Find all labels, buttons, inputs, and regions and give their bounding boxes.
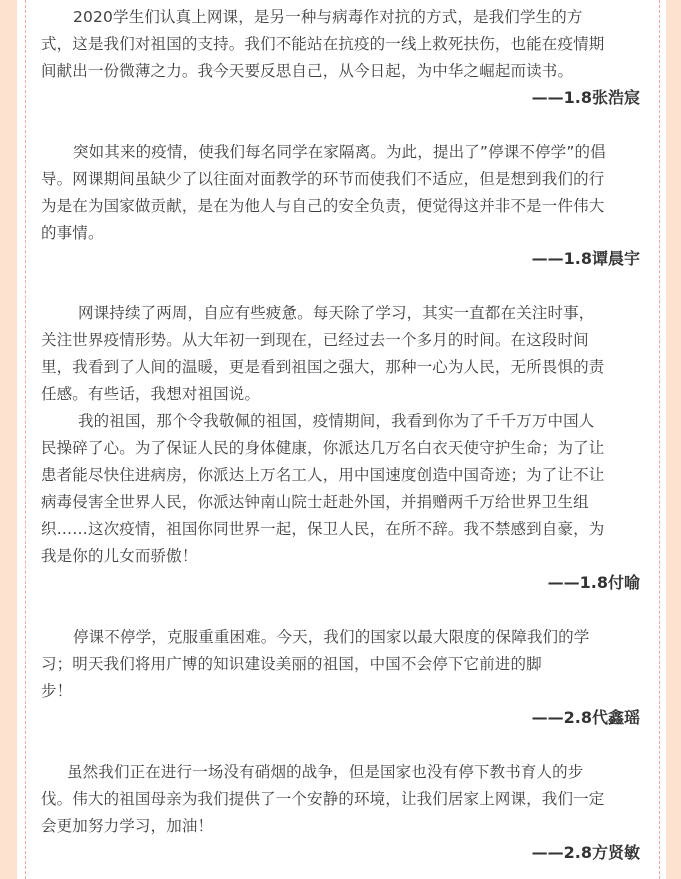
paragraph-line: 关注世界疫情形势。从大年初一到现在，已经过去一个多月的时间。在这段时间	[41, 331, 589, 349]
left-dashed-border	[25, 0, 26, 879]
author-signature: ——1.8谭晨宇	[531, 249, 640, 268]
author-signature: ——2.8方贤敏	[531, 843, 640, 862]
paragraph-line: 间献出一份微薄之力。我今天要反思自己，从今日起，为中华之崛起而读书。	[41, 62, 574, 80]
right-dashed-border	[659, 0, 660, 879]
paragraph-line: 习；明天我们将用广博的知识建设美丽的祖国，中国不会停下它前进的脚	[41, 655, 542, 673]
paragraph-line: 步！	[41, 682, 73, 700]
paragraph-line: 里，我看到了人间的温暖，更是看到祖国之强大，那种一心为人民，无所畏惧的责	[41, 358, 605, 376]
author-signature: ——1.8张浩宸	[531, 88, 640, 107]
paragraph-line: 突如其来的疫情，使我们每名同学在家隔离。为此，提出了”停课不停学”的倡	[73, 143, 606, 161]
paragraph-line: 网课持续了两周，自应有些疲惫。每天除了学习，其实一直都在关注时事，	[78, 304, 595, 322]
author-signature: ——1.8付喻	[547, 573, 640, 592]
paragraph-line: 患者能尽快住进病房，你派达上万名工人，用中国速度创造中国奇迹；为了让不让	[41, 466, 605, 484]
paragraph-line: 织……这次疫情，祖国你同世界一起，保卫人民，在所不辞。我不禁感到自豪，为	[41, 520, 605, 538]
paragraph-line: 病毒侵害全世界人民，你派达钟南山院士赶赴外国，并捐赠两千万给世界卫生组	[41, 493, 589, 511]
paragraph-line: 虽然我们正在进行一场没有硝烟的战争，但是国家也没有停下教书育人的步	[67, 763, 584, 781]
paragraph-line: 式，这是我们对祖国的支持。我们不能站在抗疫的一线上救死扶伤，也能在疫情期	[41, 35, 605, 53]
paragraph-line: 的事情。	[41, 224, 104, 242]
paragraph-line: 我是你的儿女而骄傲！	[41, 547, 198, 565]
paragraph-line: 会更加努力学习，加油！	[41, 817, 214, 835]
paragraph-line: 导。网课期间虽缺少了以往面对面教学的环节而使我们不适应，但是想到我们的行	[41, 170, 605, 188]
author-signature: ——2.8代鑫瑶	[531, 708, 640, 727]
paragraph-line: 任感。有些话，我想对祖国说。	[41, 385, 261, 403]
paragraph-line: 伐。伟大的祖国母亲为我们提供了一个安静的环境，让我们居家上网课，我们一定	[41, 790, 605, 808]
paragraph-line: 民操碎了心。为了保证人民的身体健康，你派达几万名白衣天使守护生命；为了让	[41, 439, 605, 457]
paragraph-line: 为是在为国家做贡献，是在为他人与自己的安全负责，便觉得这并非不是一件伟大	[41, 197, 605, 215]
paragraph-line: 2020学生们认真上网课，是另一种与病毒作对抗的方式，是我们学生的方	[73, 8, 583, 26]
paragraph-line: 我的祖国，那个令我敬佩的祖国，疫情期间，我看到你为了千千万万中国人	[78, 412, 595, 430]
paragraph-line: 停课不停学，克服重重困难。今天，我们的国家以最大限度的保障我们的学	[73, 628, 590, 646]
